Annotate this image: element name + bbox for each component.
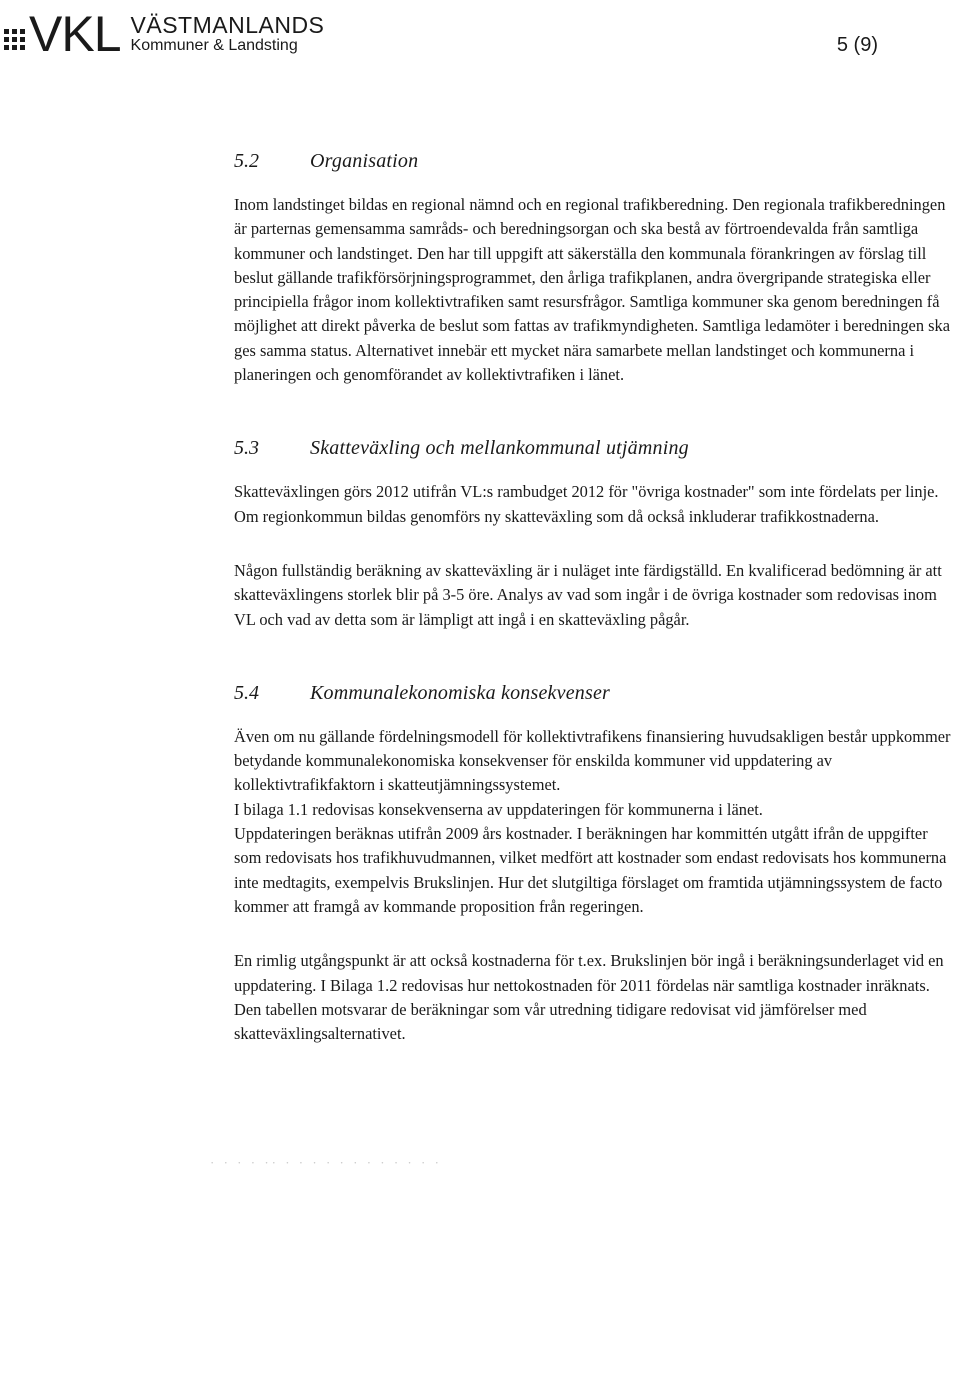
section-title: Kommunalekonomiska konsekvenser bbox=[310, 681, 611, 704]
paragraph: Någon fullständig beräkning av skatteväxling är i nuläget inte färdigställd. En kvalificerad bedömning är att skatteväxlingens storlek blir på 3-5 öre. Analys av vad som ingår i de övriga kostnader som redovisas inom VL och vad av detta som är lämpligt att ingå i en skatteväxling pågår. bbox=[234, 560, 942, 629]
org-subtitle: Kommuner & Landsting bbox=[130, 37, 298, 54]
logo-mark: VKL bbox=[29, 6, 121, 62]
section-title: Organisation bbox=[310, 150, 419, 172]
section-number: 5.2 bbox=[234, 150, 259, 172]
section-skattevaxling bbox=[234, 437, 958, 631]
paragraph: Uppdateringen beräknas utifrån 2009 års kostnader. I beräkningen har kommittén utgått ifrån de uppgifter som redovisats hos trafikhuvudmannen, vilket medfört att kostnader som endast redovisats hos kommunerna inte medtagits, exempelvis Brukslinjen. Hur det slutgiltiga förslaget om framtida utjämningssystem de facto kommer att framgå av kommande proposition från regeringen. bbox=[234, 824, 947, 916]
section-number: 5.4 bbox=[234, 681, 259, 704]
vkl-logo bbox=[4, 6, 325, 62]
paragraph: Inom landstinget bildas en regional nämnd och en regional trafikberedning. Den regionala trafikberedningen är parternas gemensamma samråds- och beredningsorgan och ska bestå av förtroendevalda från samtliga kommuner och landstinget. Den har till uppgift att säkerställa den kommunala förankringen av förslag till beslut gällande trafikförsörjningsprogrammet, den årliga trafikplanen, andra övergripande strategiska eller principiella frågor inom kollektivtrafiken samt resursfrågor. Samtliga kommuner ska genom beredningen få möjlighet att direkt påverka de beslut som fattas av trafikmyndigheten. Samtliga ledamöter i beredningen ska ges samma status. Alternativet innebär ett mycket nära samarbete mellan landstinget och kommunerna i planeringen och genomförandet av kollektivtrafiken i länet. bbox=[234, 195, 950, 385]
section-heading bbox=[234, 682, 958, 705]
paragraph: I bilaga 1.1 redovisas konsekvenserna av uppdateringen för kommunerna i länet. bbox=[234, 799, 763, 819]
section-number: 5.3 bbox=[234, 437, 259, 460]
section-organisation bbox=[234, 150, 958, 387]
page-number: 5 (9) bbox=[836, 34, 878, 56]
logo-text bbox=[131, 14, 325, 56]
page-header bbox=[0, 0, 960, 90]
paragraph: En rimlig utgångspunkt är att också kostnaderna för t.ex. Brukslinjen bör ingå i beräkningsunderlaget vid en uppdatering. I Bilaga 1.2 redovisas hur nettokostnaden för 2011 fördelas när samtliga kostnader inräknats. Den tabellen motsvarar de beräkningar som vår utredning tidigare redovisat vid jämförelser med skatteväxlingsalternativet. bbox=[234, 951, 944, 1044]
paragraph: Skatteväxlingen görs 2012 utifrån VL:s rambudget 2012 för "övriga kostnader" som inte fördelats per linje. Om regionkommun bildas genomförs ny skatteväxling som då också inkluderar trafikkostnaderna. bbox=[234, 482, 939, 526]
section-title: Skatteväxling och mellankommunal utjämning bbox=[310, 437, 689, 460]
paragraph: Även om nu gällande fördelningsmodell för kollektivtrafikens finansiering huvudsakligen består uppkommer betydande kommunalekonomiska konsekvenser för enskilda kommuner vid uppdatering av kollektivtrafikfaktorn i skatteutjämningssystemet. bbox=[234, 726, 951, 795]
logo-dots-icon bbox=[4, 29, 25, 50]
org-name: VÄSTMANLANDS bbox=[130, 12, 325, 38]
section-heading bbox=[234, 150, 958, 173]
section-kommunalekonomiska bbox=[234, 682, 958, 1047]
document-body bbox=[234, 150, 958, 1046]
section-heading bbox=[234, 437, 958, 460]
scan-artifact: · · · · ·· · · · · · · · · · · · · bbox=[210, 1155, 442, 1170]
